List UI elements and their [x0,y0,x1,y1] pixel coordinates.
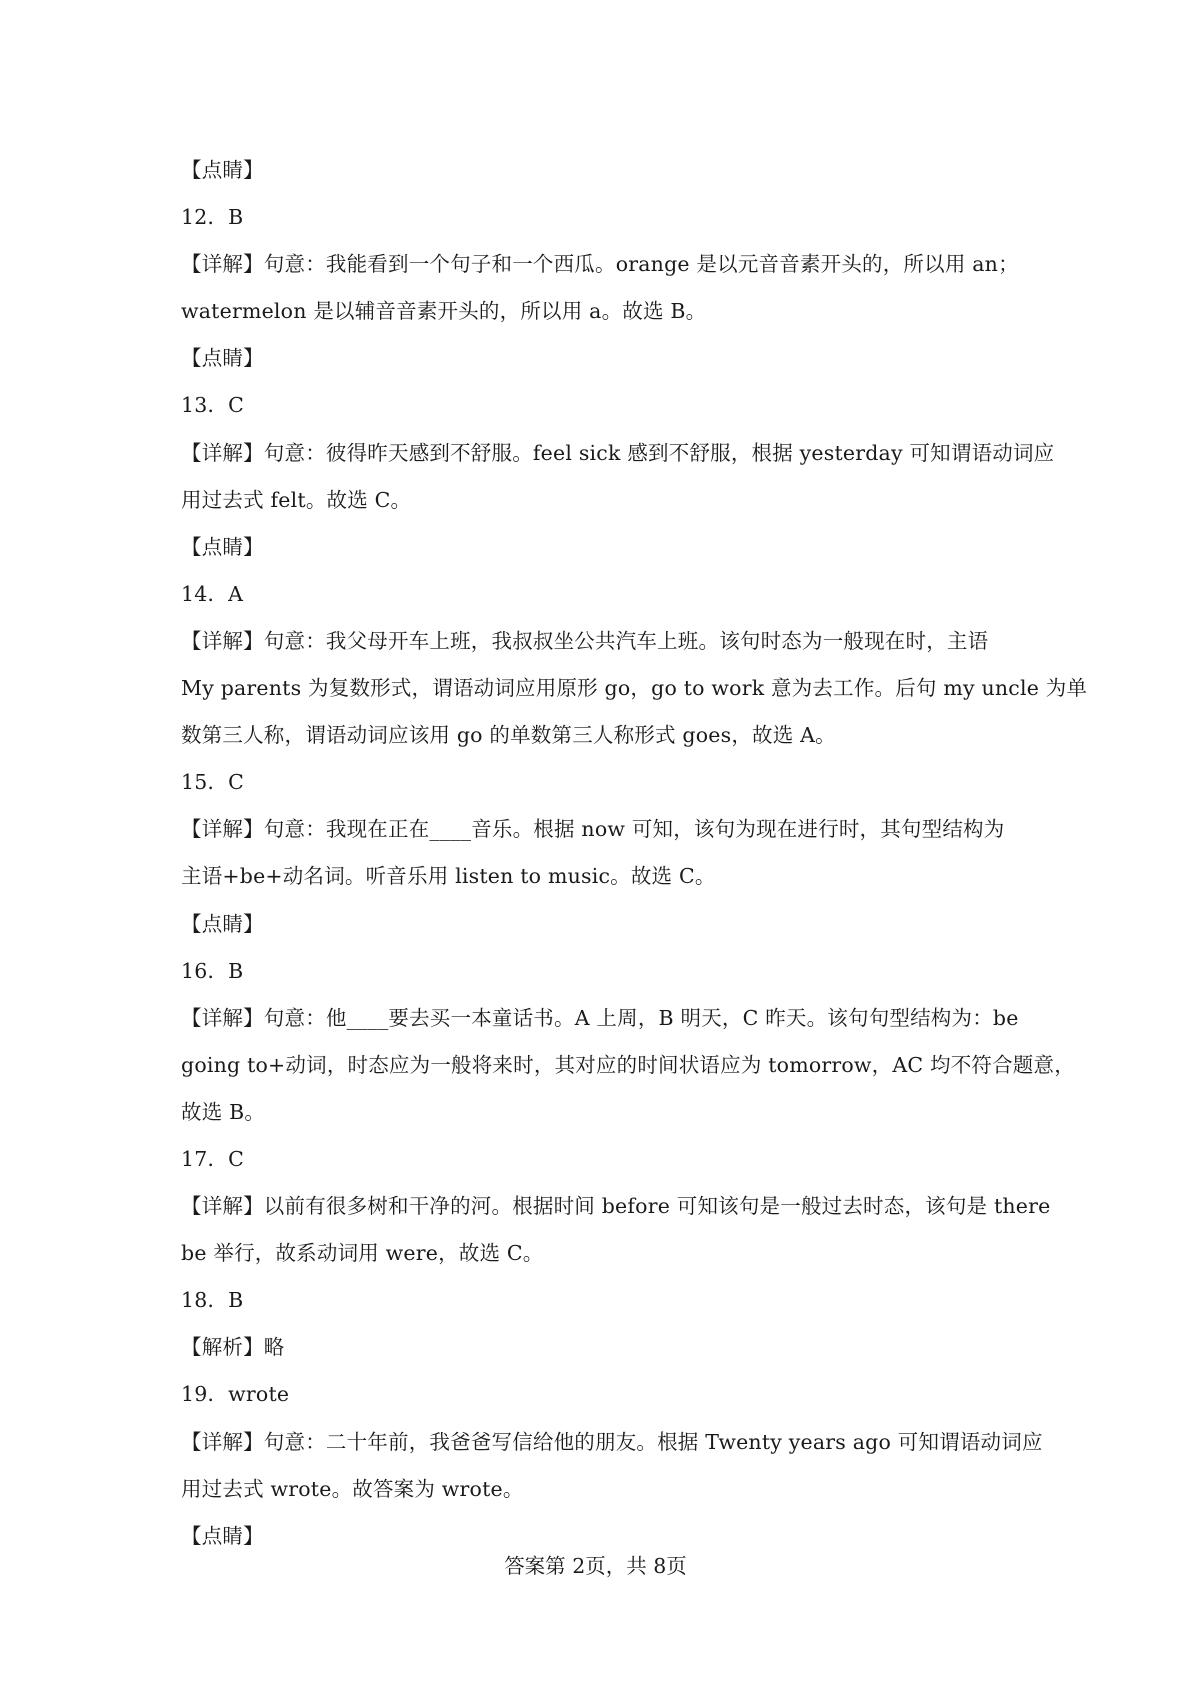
question-answer-16: 16．B [181,958,244,983]
note-label: 【点睛】 [181,1523,264,1548]
question-answer-18: 18．B [181,1288,244,1313]
question-answer-19: 19．wrote [181,1382,290,1407]
explanation-14-line-2: My parents 为复数形式，谓语动词应用原形 go，go to work 意为去工作。后句 my uncle 为单 [181,676,1088,701]
explanation-19-line-1: 【详解】句意：二十年前，我爸爸写信给他的朋友。根据 Twenty years ago 可知谓语动词应 [181,1429,1043,1454]
explanation-17-line-1: 【详解】以前有很多树和干净的河。根据时间 before 可知该句是一般过去时态，该句是 there [181,1194,1051,1219]
explanation-16-line-2: going to+动词，时态应为一般将来时，其对应的时间状语应为 tomorrow，AC 均不符合题意， [181,1052,1075,1077]
explanation-16-line-3: 故选 B。 [181,1099,266,1124]
explanation-19-line-2: 用过去式 wrote。故答案为 wrote。 [181,1476,524,1501]
explanation-13-line-2: 用过去式 felt。故选 C。 [181,487,412,512]
explanation-15-line-1: 【详解】句意：我现在正在____音乐。根据 now 可知，该句为现在进行时，其句型结构为 [181,817,1005,842]
explanation-15-line-2: 主语+be+动名词。听音乐用 listen to music。故选 C。 [181,864,716,889]
explanation-12-line-2: watermelon 是以辅音音素开头的，所以用 a。故选 B。 [181,299,707,324]
explanation-17-line-2: be 举行，故系动词用 were，故选 C。 [181,1241,544,1266]
note-label: 【点睛】 [181,911,264,936]
explanation-13-line-1: 【详解】句意：彼得昨天感到不舒服。feel sick 感到不舒服，根据 yesterday 可知谓语动词应 [181,440,1055,465]
note-label: 【点睛】 [181,346,264,371]
explanation-14-line-1: 【详解】句意：我父母开车上班，我叔叔坐公共汽车上班。该句时态为一般现在时，主语 [181,628,989,653]
explanation-14-line-3: 数第三人称，谓语动词应该用 go 的单数第三人称形式 goes，故选 A。 [181,723,836,748]
page-footer: 答案第 2页，共 8页 [504,1554,687,1578]
note-label: 【点睛】 [181,534,264,559]
explanation-12-line-1: 【详解】句意：我能看到一个句子和一个西瓜。orange 是以元音音素开头的，所以用 an； [181,252,1019,277]
note-label: 【点睛】 [181,158,264,182]
question-answer-14: 14．A [181,581,244,606]
analysis-18: 【解析】略 [181,1335,285,1360]
question-answer-15: 15．C [181,770,245,795]
question-answer-13: 13．C [181,393,245,418]
explanation-16-line-1: 【详解】句意：他____要去买一本童话书。A 上周，B 明天，C 昨天。该句句型结构为：be [181,1005,1019,1030]
answer-content [181,147,1088,1560]
question-answer-12: 12．B [181,205,244,230]
question-answer-17: 17．C [181,1146,245,1171]
